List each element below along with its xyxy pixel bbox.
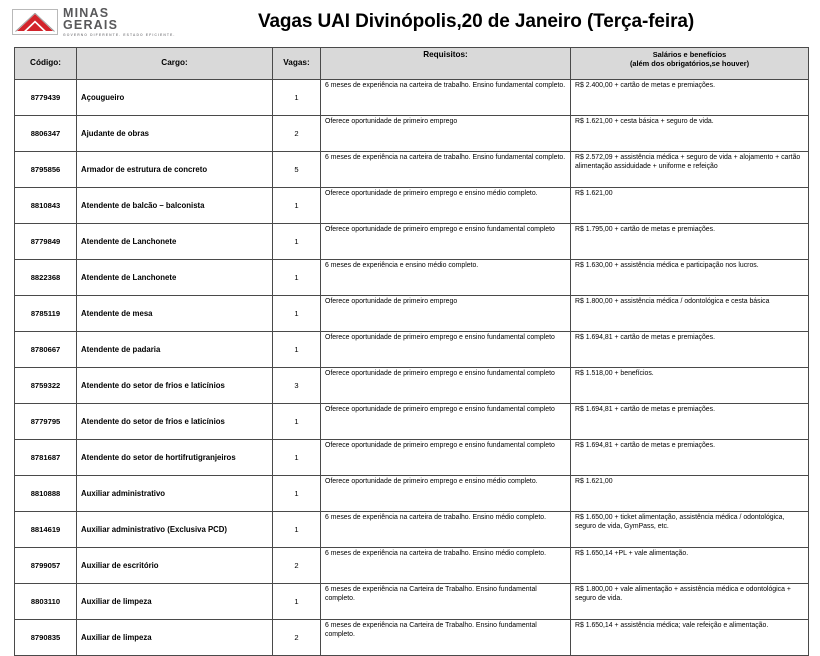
- cell-cargo: Atendente de mesa: [77, 296, 273, 332]
- column-header-salarios-sub: (além dos obrigatórios,se houver): [629, 59, 750, 69]
- cell-salarios: R$ 1.694,81 + cartão de metas e premiações.: [571, 404, 809, 440]
- cell-vagas: 3: [273, 368, 321, 404]
- cell-vagas: 2: [273, 548, 321, 584]
- table-body: [15, 80, 809, 656]
- cell-requisitos: Oferece oportunidade de primeiro emprego e ensino fundamental completo: [321, 440, 571, 476]
- cell-salarios: R$ 1.694,81 + cartão de metas e premiações.: [571, 332, 809, 368]
- cell-requisitos: 6 meses de experiência na carteira de trabalho. Ensino médio completo.: [321, 548, 571, 584]
- cell-requisitos: Oferece oportunidade de primeiro emprego e ensino médio completo.: [321, 188, 571, 224]
- cell-requisitos: 6 meses de experiência na carteira de trabalho. Ensino fundamental completo.: [321, 152, 571, 188]
- column-header-requisitos: Requisitos:: [321, 48, 571, 80]
- cell-codigo: 8780667: [15, 332, 77, 368]
- cell-salarios: R$ 1.518,00 + benefícios.: [571, 368, 809, 404]
- cell-vagas: 2: [273, 620, 321, 656]
- cell-codigo: 8822368: [15, 260, 77, 296]
- cell-cargo: Auxiliar de limpeza: [77, 584, 273, 620]
- vagas-table: [14, 47, 809, 656]
- logo-line-minas: MINAS: [63, 5, 110, 20]
- table-row: [15, 476, 809, 512]
- cell-codigo: 8795856: [15, 152, 77, 188]
- page-title: Vagas UAI Divinópolis,20 de Janeiro (Terça-feira): [257, 11, 695, 32]
- table-header: [15, 48, 809, 80]
- logo-line-gerais: GERAIS: [63, 18, 119, 33]
- table-row: [15, 512, 809, 548]
- cell-requisitos: 6 meses de experiência na Carteira de Trabalho. Ensino fundamental completo.: [321, 584, 571, 620]
- table-row: [15, 404, 809, 440]
- table-row: [15, 188, 809, 224]
- cell-cargo: Auxiliar de limpeza: [77, 620, 273, 656]
- cell-codigo: 8803110: [15, 584, 77, 620]
- cell-codigo: 8779849: [15, 224, 77, 260]
- table-row: [15, 332, 809, 368]
- column-header-salarios: [571, 48, 809, 80]
- cell-requisitos: Oferece oportunidade de primeiro emprego: [321, 116, 571, 152]
- cell-cargo: Atendente de Lanchonete: [77, 260, 273, 296]
- cell-cargo: Atendente de padaria: [77, 332, 273, 368]
- cell-salarios: R$ 1.800,00 + vale alimentação + assistência médica e odontológica + seguro de vida.: [571, 584, 809, 620]
- minas-gerais-logo: [12, 5, 176, 39]
- cell-cargo: Auxiliar administrativo (Exclusiva PCD): [77, 512, 273, 548]
- cell-requisitos: 6 meses de experiência na Carteira de Trabalho. Ensino fundamental completo.: [321, 620, 571, 656]
- cell-codigo: 8779795: [15, 404, 77, 440]
- cell-cargo: Atendente do setor de frios e laticínios: [77, 404, 273, 440]
- cell-requisitos: Oferece oportunidade de primeiro emprego e ensino fundamental completo: [321, 368, 571, 404]
- cell-vagas: 1: [273, 440, 321, 476]
- cell-vagas: 1: [273, 296, 321, 332]
- cell-cargo: Atendente de balcão – balconista: [77, 188, 273, 224]
- cell-codigo: 8799057: [15, 548, 77, 584]
- column-header-cargo: Cargo:: [77, 48, 273, 80]
- column-header-vagas: Vagas:: [273, 48, 321, 80]
- cell-codigo: 8806347: [15, 116, 77, 152]
- cell-codigo: 8810843: [15, 188, 77, 224]
- cell-vagas: 1: [273, 584, 321, 620]
- cell-requisitos: Oferece oportunidade de primeiro emprego e ensino fundamental completo: [321, 404, 571, 440]
- table-row: [15, 260, 809, 296]
- document-header: [0, 0, 820, 44]
- cell-salarios: R$ 1.621,00: [571, 188, 809, 224]
- cell-cargo: Auxiliar de escritório: [77, 548, 273, 584]
- cell-salarios: R$ 1.650,14 +PL + vale alimentação.: [571, 548, 809, 584]
- table-row: [15, 116, 809, 152]
- cell-salarios: R$ 1.630,00 + assistência médica e participação nos lucros.: [571, 260, 809, 296]
- cell-requisitos: 6 meses de experiência e ensino médio completo.: [321, 260, 571, 296]
- cell-cargo: Açougueiro: [77, 80, 273, 116]
- minas-gerais-mountain-icon: [12, 9, 58, 35]
- cell-salarios: R$ 1.800,00 + assistência médica / odontológica e cesta básica: [571, 296, 809, 332]
- cell-requisitos: Oferece oportunidade de primeiro emprego: [321, 296, 571, 332]
- table-row: [15, 296, 809, 332]
- column-header-codigo: Código:: [15, 48, 77, 80]
- cell-codigo: 8781687: [15, 440, 77, 476]
- cell-vagas: 5: [273, 152, 321, 188]
- column-header-salarios-main: Salários e benefícios: [652, 50, 727, 59]
- cell-vagas: 1: [273, 512, 321, 548]
- vagas-table-container: [14, 47, 808, 656]
- cell-requisitos: 6 meses de experiência na carteira de trabalho. Ensino médio completo.: [321, 512, 571, 548]
- cell-codigo: 8790835: [15, 620, 77, 656]
- cell-vagas: 2: [273, 116, 321, 152]
- cell-cargo: Atendente do setor de hortifrutigranjeiros: [77, 440, 273, 476]
- cell-vagas: 1: [273, 80, 321, 116]
- cell-cargo: Armador de estrutura de concreto: [77, 152, 273, 188]
- cell-salarios: R$ 2.572,09 + assistência médica + seguro de vida + alojamento + cartão alimentação assiduidade + uniforme e refeição: [571, 152, 809, 188]
- cell-salarios: R$ 1.795,00 + cartão de metas e premiações.: [571, 224, 809, 260]
- cell-cargo: Auxiliar administrativo: [77, 476, 273, 512]
- table-header-row: [15, 48, 809, 80]
- table-row: [15, 584, 809, 620]
- cell-salarios: R$ 1.621,00 + cesta básica + seguro de vida.: [571, 116, 809, 152]
- cell-codigo: 8779439: [15, 80, 77, 116]
- cell-cargo: Ajudante de obras: [77, 116, 273, 152]
- table-row: [15, 440, 809, 476]
- table-row: [15, 620, 809, 656]
- cell-vagas: 1: [273, 476, 321, 512]
- cell-requisitos: 6 meses de experiência na carteira de trabalho. Ensino fundamental completo.: [321, 80, 571, 116]
- cell-vagas: 1: [273, 404, 321, 440]
- cell-salarios: R$ 1.621,00: [571, 476, 809, 512]
- logo-wordmark: [63, 7, 175, 38]
- cell-salarios: R$ 1.694,81 + cartão de metas e premiações.: [571, 440, 809, 476]
- table-row: [15, 152, 809, 188]
- cell-codigo: 8814619: [15, 512, 77, 548]
- logo-tagline: GOVERNO DIFERENTE. ESTADO EFICIENTE.: [63, 33, 176, 38]
- cell-codigo: 8759322: [15, 368, 77, 404]
- table-row: [15, 548, 809, 584]
- cell-requisitos: Oferece oportunidade de primeiro emprego e ensino fundamental completo: [321, 332, 571, 368]
- table-row: [15, 368, 809, 404]
- cell-salarios: R$ 2.400,00 + cartão de metas e premiações.: [571, 80, 809, 116]
- table-row: [15, 80, 809, 116]
- cell-vagas: 1: [273, 332, 321, 368]
- cell-salarios: R$ 1.650,14 + assistência médica; vale refeição e alimentação.: [571, 620, 809, 656]
- cell-vagas: 1: [273, 224, 321, 260]
- cell-salarios: R$ 1.650,00 + ticket alimentação, assistência médica / odontológica, seguro de vida, GymPass, etc.: [571, 512, 809, 548]
- cell-requisitos: Oferece oportunidade de primeiro emprego e ensino fundamental completo: [321, 224, 571, 260]
- cell-codigo: 8810888: [15, 476, 77, 512]
- cell-codigo: 8785119: [15, 296, 77, 332]
- cell-vagas: 1: [273, 260, 321, 296]
- cell-cargo: Atendente do setor de frios e laticínios: [77, 368, 273, 404]
- table-row: [15, 224, 809, 260]
- cell-cargo: Atendente de Lanchonete: [77, 224, 273, 260]
- cell-requisitos: Oferece oportunidade de primeiro emprego e ensino médio completo.: [321, 476, 571, 512]
- cell-vagas: 1: [273, 188, 321, 224]
